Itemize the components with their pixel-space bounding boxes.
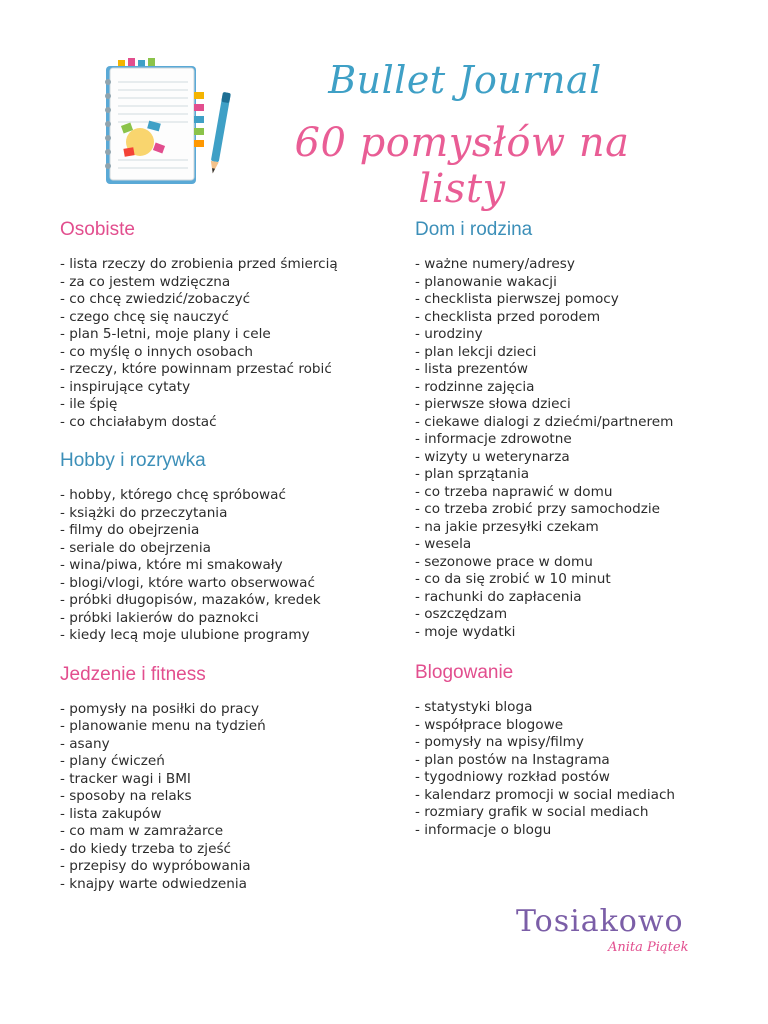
- list-item: - tygodniowy rozkład postów: [415, 769, 610, 785]
- list-item: - planowanie wakacji: [415, 273, 557, 290]
- title-bullet-journal: Bullet Journal: [328, 58, 602, 102]
- list-item: - kalendarz promocji w social mediach: [415, 786, 676, 803]
- list-item: - lista rzeczy do zrobienia przed śmiercią: [60, 256, 338, 272]
- section-heading: Dom i rodzina: [415, 219, 533, 240]
- list-item: - filmy do obejrzenia: [60, 522, 200, 538]
- list-item: - wizyty u weterynarza: [415, 448, 570, 465]
- list-item: - do kiedy trzeba to zjeść: [60, 840, 231, 857]
- notebook-with-pen-icon: [88, 52, 238, 192]
- list-item: - plan postów na Instagrama: [415, 751, 610, 768]
- list-item: - pomysły na posiłki do pracy: [60, 700, 260, 717]
- list-item: - plan 5-letni, moje plany i cele: [60, 326, 271, 342]
- list-item: - co mam w zamrażarce: [60, 823, 224, 839]
- list-item: - za co jestem wdzięczna: [60, 273, 231, 290]
- list-item: - checklista przed porodem: [415, 308, 601, 325]
- list-item: - próbki lakierów do paznokci: [60, 609, 259, 626]
- list-item: - rozmiary grafik w social mediach: [415, 804, 649, 820]
- list-item: - plan lekcji dzieci: [415, 343, 537, 360]
- title-60-ideas: 60 pomysłów na listy: [294, 120, 630, 212]
- list-item: - co chcę zwiedzić/zobaczyć: [60, 291, 251, 307]
- list-item: - współprace blogowe: [415, 716, 564, 733]
- list-item: - lista zakupów: [60, 805, 162, 822]
- list-item: - ciekawe dialogi z dziećmi/partnerem: [415, 413, 674, 430]
- list: [60, 487, 400, 645]
- section-heading: Blogowanie: [415, 662, 514, 683]
- list-item: - co da się zrobić w 10 minut: [415, 571, 611, 587]
- list-item: - książki do przeczytania: [60, 504, 228, 521]
- list-item: - plany ćwiczeń: [60, 753, 165, 769]
- right-column: [415, 218, 755, 839]
- list-item: - hobby, którego chcę spróbować: [60, 487, 286, 503]
- section-heading: Jedzenie i fitness: [60, 663, 206, 685]
- list-item: - czego chcę się nauczyć: [60, 308, 229, 325]
- list-item: - plan sprzątania: [415, 466, 530, 482]
- list-item: - planowanie menu na tydzień: [60, 718, 266, 734]
- list-item: - wesela: [415, 536, 472, 552]
- section-osobiste: [60, 218, 400, 431]
- left-column: [60, 218, 400, 893]
- header: [0, 0, 768, 212]
- brand-name: Tosiakowo: [516, 904, 684, 939]
- brand-logo: [516, 904, 696, 964]
- section-heading: Hobby i rozrywka: [60, 450, 206, 471]
- list-item: - informacje zdrowotne: [415, 431, 572, 447]
- list-item: - sposoby na relaks: [60, 788, 192, 804]
- list: [60, 701, 400, 894]
- section-heading: Osobiste: [60, 219, 135, 240]
- list-item: - próbki długopisów, mazaków, kredek: [60, 592, 321, 608]
- list-item: - oszczędzam: [415, 606, 508, 622]
- list: [415, 256, 755, 641]
- list-item: - moje wydatki: [415, 623, 516, 640]
- list: [415, 699, 755, 839]
- list-item: - przepisy do wypróbowania: [60, 858, 251, 874]
- list-item: - knajpy warte odwiedzenia: [60, 875, 247, 892]
- list: [60, 256, 400, 431]
- list-item: - co trzeba zrobić przy samochodzie: [415, 501, 660, 517]
- list-item: - rachunki do zapłacenia: [415, 588, 582, 605]
- list-item: - ważne numery/adresy: [415, 256, 575, 272]
- list-item: - pierwsze słowa dzieci: [415, 396, 571, 412]
- list-item: - inspirujące cytaty: [60, 378, 191, 395]
- list-item: - co myślę o innych osobach: [60, 343, 254, 360]
- section-dom: [415, 218, 755, 641]
- list-item: - na jakie przesyłki czekam: [415, 518, 599, 535]
- list-item: - informacje o blogu: [415, 821, 552, 838]
- list-item: - wina/piwa, które mi smakowały: [60, 557, 283, 573]
- section-hobby: [60, 449, 400, 645]
- list-item: - statystyki bloga: [415, 699, 533, 715]
- list-item: - tracker wagi i BMI: [60, 770, 191, 787]
- list-item: - blogi/vlogi, które warto obserwować: [60, 574, 315, 591]
- list-item: - co trzeba naprawić w domu: [415, 483, 613, 500]
- list-item: - checklista pierwszej pomocy: [415, 291, 619, 307]
- list-item: - pomysły na wpisy/filmy: [415, 734, 584, 750]
- list-item: - co chciałabym dostać: [60, 413, 217, 430]
- list-item: - kiedy lecą moje ulubione programy: [60, 627, 310, 643]
- list-item: - asany: [60, 735, 110, 752]
- section-jedzenie: [60, 663, 400, 894]
- list-item: - lista prezentów: [415, 361, 529, 377]
- list-item: - seriale do obejrzenia: [60, 539, 211, 556]
- section-blogowanie: [415, 661, 755, 839]
- list-item: - rzeczy, które powinnam przestać robić: [60, 361, 332, 377]
- list-item: - rodzinne zajęcia: [415, 378, 535, 395]
- list-item: - sezonowe prace w domu: [415, 553, 593, 570]
- brand-signature: Anita Piątek: [608, 940, 689, 955]
- list-item: - ile śpię: [60, 396, 118, 412]
- list-item: - urodziny: [415, 326, 483, 342]
